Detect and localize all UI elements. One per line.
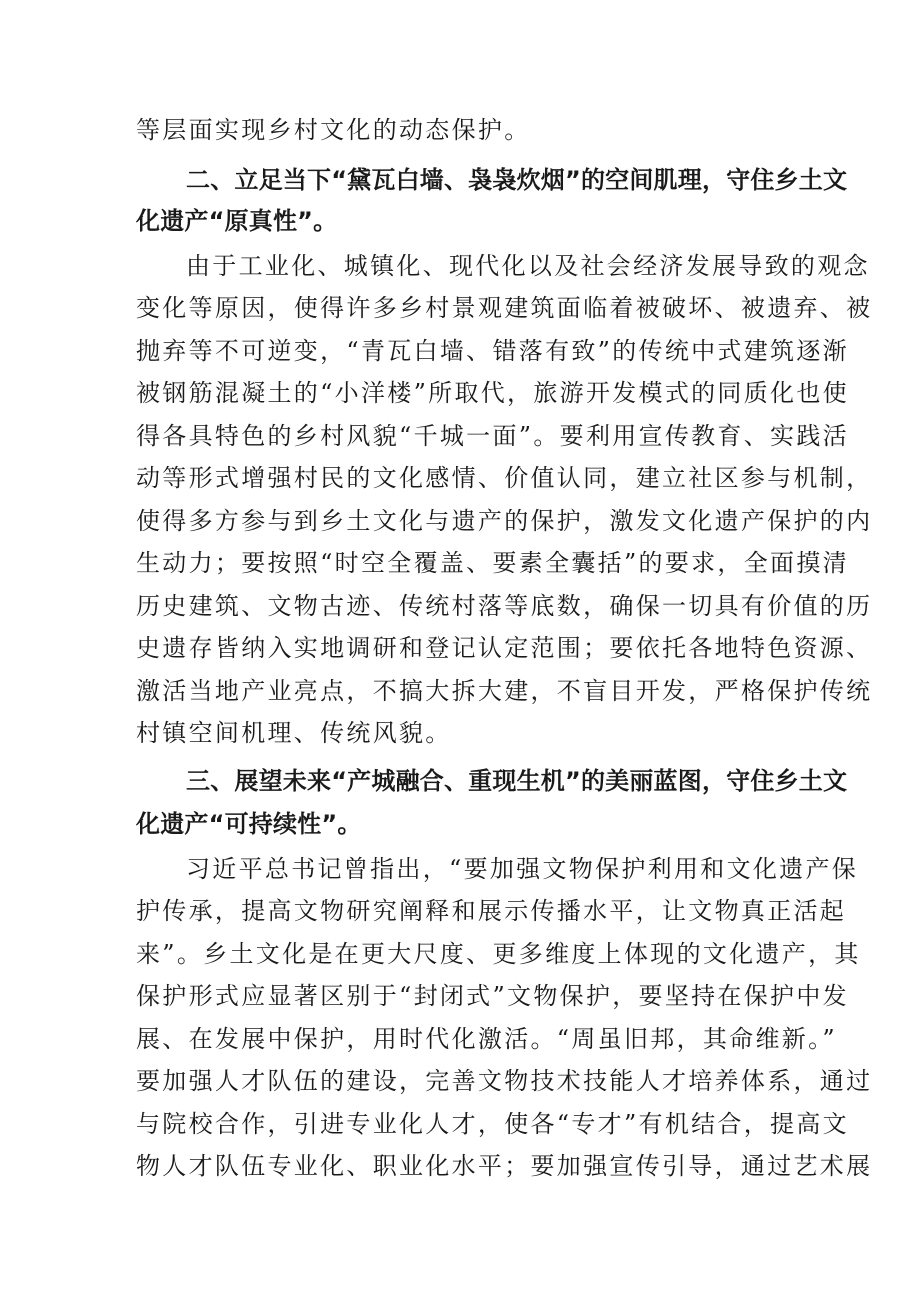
paragraph-line: 历史建筑、文物古迹、传统村落等底数，确保一切具有价值的历 <box>136 592 873 620</box>
paragraph-line: 被钢筋混凝土的“小洋楼”所取代，旅游开发模式的同质化也使 <box>136 379 849 407</box>
paragraph-line: 护传承，提高文物研究阐释和展示传播水平，让文物真正活起 <box>136 897 847 925</box>
section-heading-3-cont: 化遗产“可持续性”。 <box>136 810 362 838</box>
paragraph-line: 使得多方参与到乡土文化与遗产的保护，激发文化遗产保护的内 <box>136 507 873 535</box>
section-heading-3: 三、展望未来“产城融合、重现生机”的美丽蓝图，守住乡土文 <box>186 767 848 795</box>
paragraph-line: 生动力；要按照“时空全覆盖、要素全囊括”的要求，全面摸清 <box>136 549 849 577</box>
paragraph-line: 史遗存皆纳入实地调研和登记认定范围；要依托各地特色资源、 <box>136 634 873 662</box>
paragraph-line: 习近平总书记曾指出，“要加强文物保护利用和文化遗产保 <box>186 855 859 883</box>
paragraph-line: 物人才队伍专业化、职业化水平；要加强宣传引导，通过艺术展 <box>136 1152 873 1180</box>
paragraph-line: 保护形式应显著区别于“封闭式”文物保护，要坚持在保护中发 <box>136 982 849 1010</box>
section-heading-2: 二、立足当下“黛瓦白墙、袅袅炊烟”的空间肌理，守住乡土文 <box>186 166 848 194</box>
paragraph-line: 激活当地产业亮点，不搞大拆大建，不盲目开发，严格保护传统 <box>136 677 873 705</box>
paragraph-line: 变化等原因，使得许多乡村景观建筑面临着被破坏、被遗弃、被 <box>136 294 873 322</box>
paragraph-line: 与院校合作，引进专业化人才，使各“专才”有机结合，提高文 <box>136 1110 849 1138</box>
paragraph-line: 得各具特色的乡村风貌“千城一面”。要利用宣传教育、实践活 <box>136 422 849 450</box>
paragraph-line: 展、在发展中保护，用时代化激活。“周虽旧邦，其命维新。” <box>136 1025 837 1053</box>
paragraph-line: 等层面实现乡村文化的动态保护。 <box>136 116 531 144</box>
paragraph-line: 要加强人才队伍的建设，完善文物技术技能人才培养体系，通过 <box>136 1067 873 1095</box>
paragraph-line: 由于工业化、城镇化、现代化以及社会经济发展导致的观念 <box>186 252 870 280</box>
paragraph-line: 动等形式增强村民的文化感情、价值认同，建立社区参与机制， <box>136 464 873 492</box>
section-heading-2-cont: 化遗产“原真性”。 <box>136 207 338 235</box>
paragraph-line: 来”。乡土文化是在更大尺度、更多维度上体现的文化遗产，其 <box>136 940 861 968</box>
paragraph-line: 抛弃等不可逆变，“青瓦白墙、错落有致”的传统中式建筑逐渐 <box>136 337 849 365</box>
paragraph-line: 村镇空间机理、传统风貌。 <box>136 719 452 747</box>
